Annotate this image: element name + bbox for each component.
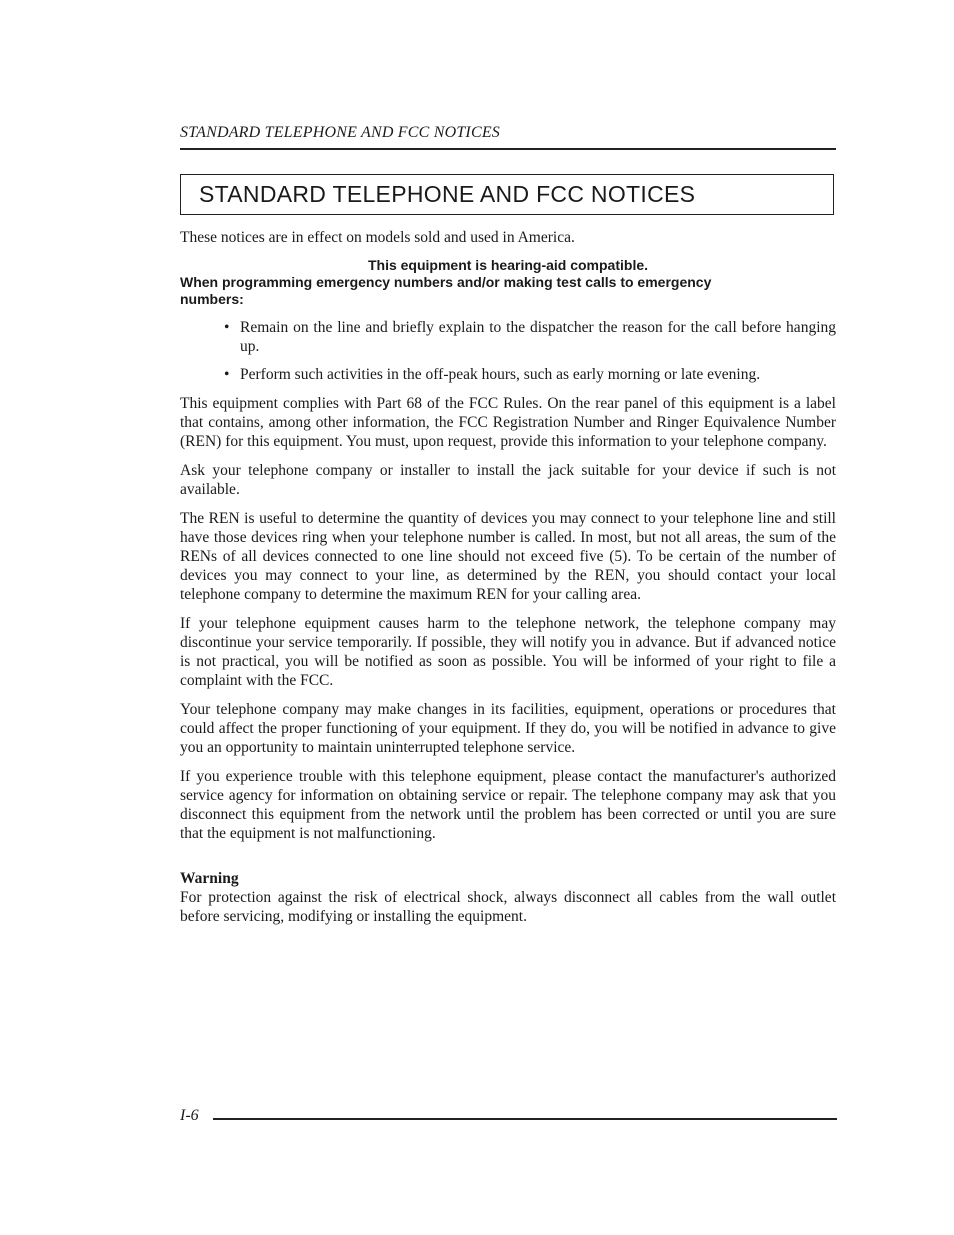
running-header: STANDARD TELEPHONE AND FCC NOTICES xyxy=(180,124,501,141)
hearing-aid-notice: This equipment is hearing-aid compatible. xyxy=(367,257,649,273)
harm-paragraph: If your telephone equipment causes harm to the telephone network, the telephone company may discontinue your service temporarily. If possible, they will notify you in advance. But if advanced notice is not practical, you will be notified as soon as possible. You will be informed of your right to file a complaint with the FCC. xyxy=(180,615,836,689)
section-title: STANDARD TELEPHONE AND FCC NOTICES xyxy=(199,181,696,207)
emergency-heading: When programming emergency numbers and/or making test calls to emergency numbers: xyxy=(180,274,712,307)
bullet-icon: • xyxy=(224,366,230,383)
list-item xyxy=(224,365,836,384)
list-item xyxy=(224,318,836,356)
bullet-text: Perform such activities in the off-peak hours, such as early morning or late evening. xyxy=(240,366,761,383)
body-content xyxy=(180,228,836,936)
header-rule xyxy=(180,148,836,150)
intro-paragraph: These notices are in effect on models sold and used in America. xyxy=(180,229,575,246)
emergency-bullet-list xyxy=(180,318,836,384)
warning-text: For protection against the risk of electrical shock, always disconnect all cables from the wall outlet before servicing, modifying or installing the equipment. xyxy=(180,889,836,925)
ren-paragraph: The REN is useful to determine the quantity of devices you may connect to your telephone line and still have those devices ring when your telephone number is called. In most, but not all areas, the sum of the RENs of all devices connected to one line should not exceed five (5). To be certain of the number of devices you may connect to your line, as determined by the REN, you should contact your local telephone company to determine the maximum REN for your calling area. xyxy=(180,510,836,603)
bullet-icon: • xyxy=(224,319,230,336)
fcc-part68-paragraph: This equipment complies with Part 68 of the FCC Rules. On the rear panel of this equipment is a label that contains, among other information, the FCC Registration Number and Ringer Equivalence Number (REN) for this equipment. You must, upon request, provide this information to your telephone company. xyxy=(180,395,836,450)
jack-paragraph: Ask your telephone company or installer to install the jack suitable for your device if such is not available. xyxy=(180,462,836,498)
bullet-text: Remain on the line and briefly explain to the dispatcher the reason for the call before hanging up. xyxy=(240,319,836,355)
changes-paragraph: Your telephone company may make changes in its facilities, equipment, operations or procedures that could affect the proper functioning of your equipment. If they do, you will be notified in advance to give you an opportunity to maintain uninterrupted telephone service. xyxy=(180,701,836,756)
trouble-paragraph: If you experience trouble with this telephone equipment, please contact the manufacturer's authorized service agency for information on obtaining service or repair. The telephone company may ask that you disconnect this equipment from the network until the problem has been corrected or until you are sure that the equipment is not malfunctioning. xyxy=(180,768,836,842)
footer-rule xyxy=(213,1118,837,1120)
warning-heading: Warning xyxy=(180,870,239,887)
section-title-box xyxy=(180,174,834,215)
page-number: I-6 xyxy=(180,1107,199,1124)
